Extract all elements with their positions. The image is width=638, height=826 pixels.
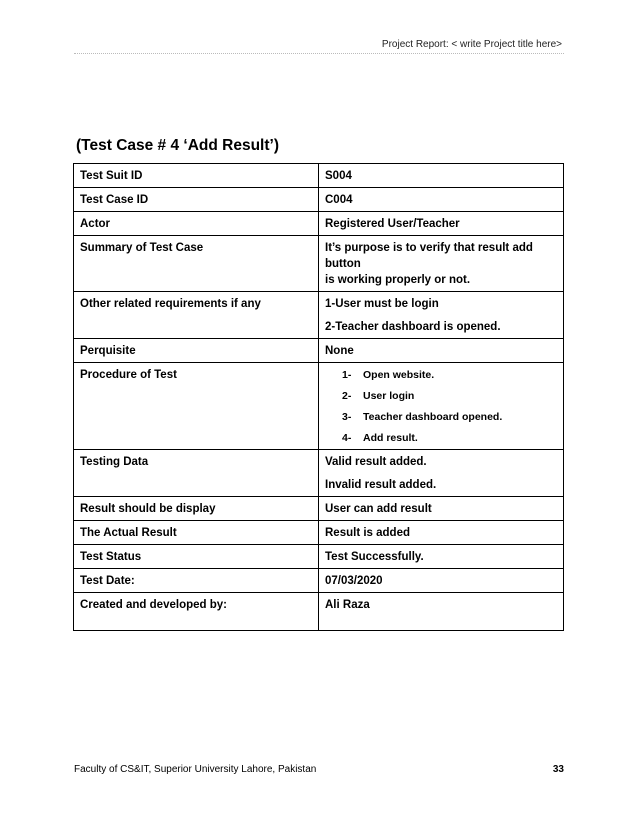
row-label: Created and developed by: (74, 593, 319, 631)
step-number: 1- (342, 369, 352, 381)
row-value (319, 292, 564, 339)
table-row (74, 188, 564, 212)
table-row (74, 164, 564, 188)
summary-line: is working properly or not. (325, 274, 471, 286)
footer-institution: Faculty of CS&IT, Superior University Lahore, Pakistan (74, 764, 317, 775)
row-value: None (319, 339, 564, 363)
table-row (74, 545, 564, 569)
step-number: 3- (342, 411, 352, 423)
row-label: Test Date: (74, 569, 319, 593)
table-row (74, 292, 564, 339)
row-label: The Actual Result (74, 521, 319, 545)
testing-data-line: Invalid result added. (325, 479, 437, 491)
row-value: Registered User/Teacher (319, 212, 564, 236)
test-case-table (73, 163, 564, 631)
table-row (74, 236, 564, 292)
table-row (74, 450, 564, 497)
row-label: Other related requirements if any (74, 292, 319, 339)
row-value: User can add result (319, 497, 564, 521)
test-case-title: (Test Case # 4 ‘Add Result’) (76, 137, 279, 154)
summary-line: It’s purpose is to verify that result add button (325, 242, 533, 270)
row-value: Result is added (319, 521, 564, 545)
table-row (74, 212, 564, 236)
step-text: Add result. (363, 432, 418, 444)
row-value (319, 450, 564, 497)
row-value (319, 593, 564, 631)
row-value: C004 (319, 188, 564, 212)
step-text: User login (363, 390, 415, 402)
requirement-line: 1-User must be login (325, 298, 439, 310)
list-item (342, 388, 557, 404)
table-row (74, 593, 564, 631)
list-item (342, 409, 557, 425)
row-label: Procedure of Test (74, 363, 319, 450)
table-row (74, 339, 564, 363)
table-row (74, 497, 564, 521)
testing-data-line: Valid result added. (325, 456, 427, 468)
row-label: Test Case ID (74, 188, 319, 212)
row-label: Test Status (74, 545, 319, 569)
header-divider (74, 53, 564, 54)
row-label: Perquisite (74, 339, 319, 363)
row-label: Result should be display (74, 497, 319, 521)
row-value: S004 (319, 164, 564, 188)
step-number: 4- (342, 432, 352, 444)
step-number: 2- (342, 390, 352, 402)
row-label: Summary of Test Case (74, 236, 319, 292)
page-header: Project Report: < write Project title here> (381, 39, 562, 50)
page-number: 33 (552, 764, 564, 775)
row-label: Test Suit ID (74, 164, 319, 188)
row-label: Testing Data (74, 450, 319, 497)
requirement-line: 2-Teacher dashboard is opened. (325, 321, 501, 333)
row-label: Actor (74, 212, 319, 236)
row-value (319, 236, 564, 292)
table-row (74, 569, 564, 593)
table-row (74, 521, 564, 545)
list-item (342, 367, 557, 383)
step-text: Teacher dashboard opened. (363, 411, 503, 423)
page-footer (74, 764, 564, 775)
row-value (319, 363, 564, 450)
procedure-steps (325, 367, 557, 446)
author-name: Ali Raza (325, 599, 370, 611)
table-row (74, 363, 564, 450)
row-value: 07/03/2020 (319, 569, 564, 593)
step-text: Open website. (363, 369, 435, 381)
list-item (342, 430, 557, 446)
row-value: Test Successfully. (319, 545, 564, 569)
